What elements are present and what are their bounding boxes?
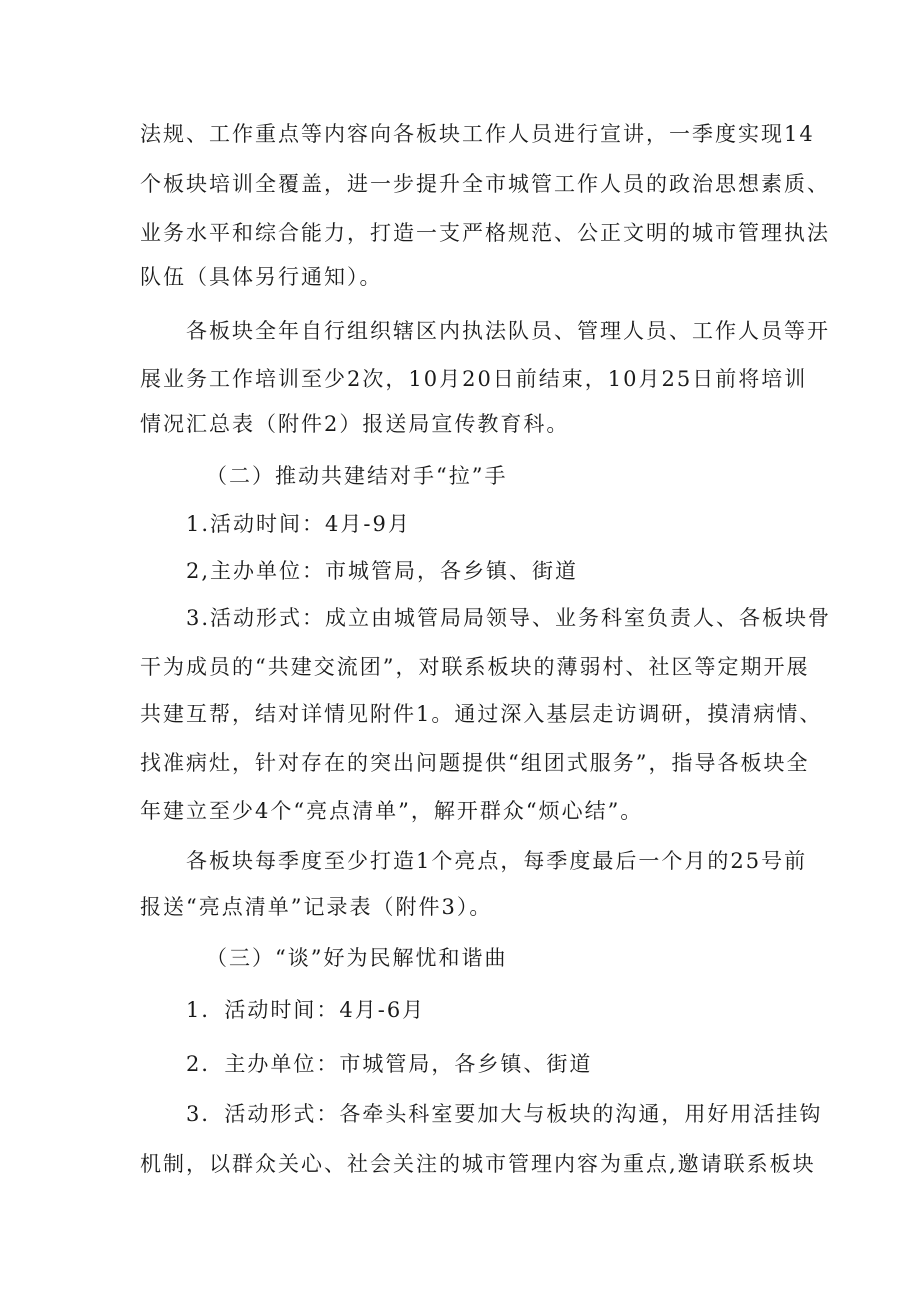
paragraph-line: 共建互帮，结对详情见附件1。通过深入基层走访调研，摸清病情、 xyxy=(140,702,823,726)
section-heading: （二）推动共建结对手“拉”手 xyxy=(206,464,508,488)
paragraph-line: 法规、工作重点等内容向各板块工作人员进行宣讲，一季度实现14 xyxy=(140,122,815,146)
list-item: 1.活动时间：4月-9月 xyxy=(186,512,411,536)
paragraph-line: 个板块培训全覆盖，进一步提升全市城管工作人员的政治思想素质、 xyxy=(140,172,830,196)
paragraph-line: 报送“亮点清单”记录表（附件3）。 xyxy=(140,895,493,919)
list-item: 2．主办单位：市城管局，各乡镇、街道 xyxy=(186,1052,593,1076)
paragraph-line: 3.活动形式：成立由城管局局领导、业务科室负责人、各板块骨 xyxy=(186,606,832,630)
paragraph-line: 年建立至少4个“亮点清单”，解开群众“烦心结”。 xyxy=(140,799,644,823)
section-heading: （三）“谈”好为民解忧和谐曲 xyxy=(206,946,508,970)
paragraph-line: 队伍（具体另行通知）。 xyxy=(140,265,383,289)
paragraph-line: 业务水平和综合能力，打造一支严格规范、公正文明的城市管理执法 xyxy=(140,221,830,245)
paragraph-line: 干为成员的“共建交流团”，对联系板块的薄弱村、社区等定期开展 xyxy=(140,655,810,679)
list-item: 2,主办单位：市城管局，各乡镇、街道 xyxy=(186,559,579,583)
paragraph-line: 3．活动形式：各牵头科室要加大与板块的沟通，用好用活挂钩 xyxy=(186,1102,823,1126)
paragraph-line: 各板块全年自行组织辖区内执法队员、管理人员、工作人员等开 xyxy=(186,319,830,343)
paragraph-line: 机制，以群众关心、社会关注的城市管理内容为重点,邀请联系板块 xyxy=(140,1152,816,1176)
list-item: 1．活动时间：4月-6月 xyxy=(186,998,426,1022)
paragraph-line: 各板块每季度至少打造1个亮点，每季度最后一个月的25号前 xyxy=(186,849,808,873)
paragraph-line: 展业务工作培训至少2次，10月20日前结束，10月25日前将培训 xyxy=(140,367,808,391)
paragraph-line: 找准病灶，针对存在的突出问题提供“组团式服务”，指导各板块全 xyxy=(140,751,810,775)
paragraph-line: 情况汇总表（附件2）报送局宣传教育科。 xyxy=(140,412,570,436)
